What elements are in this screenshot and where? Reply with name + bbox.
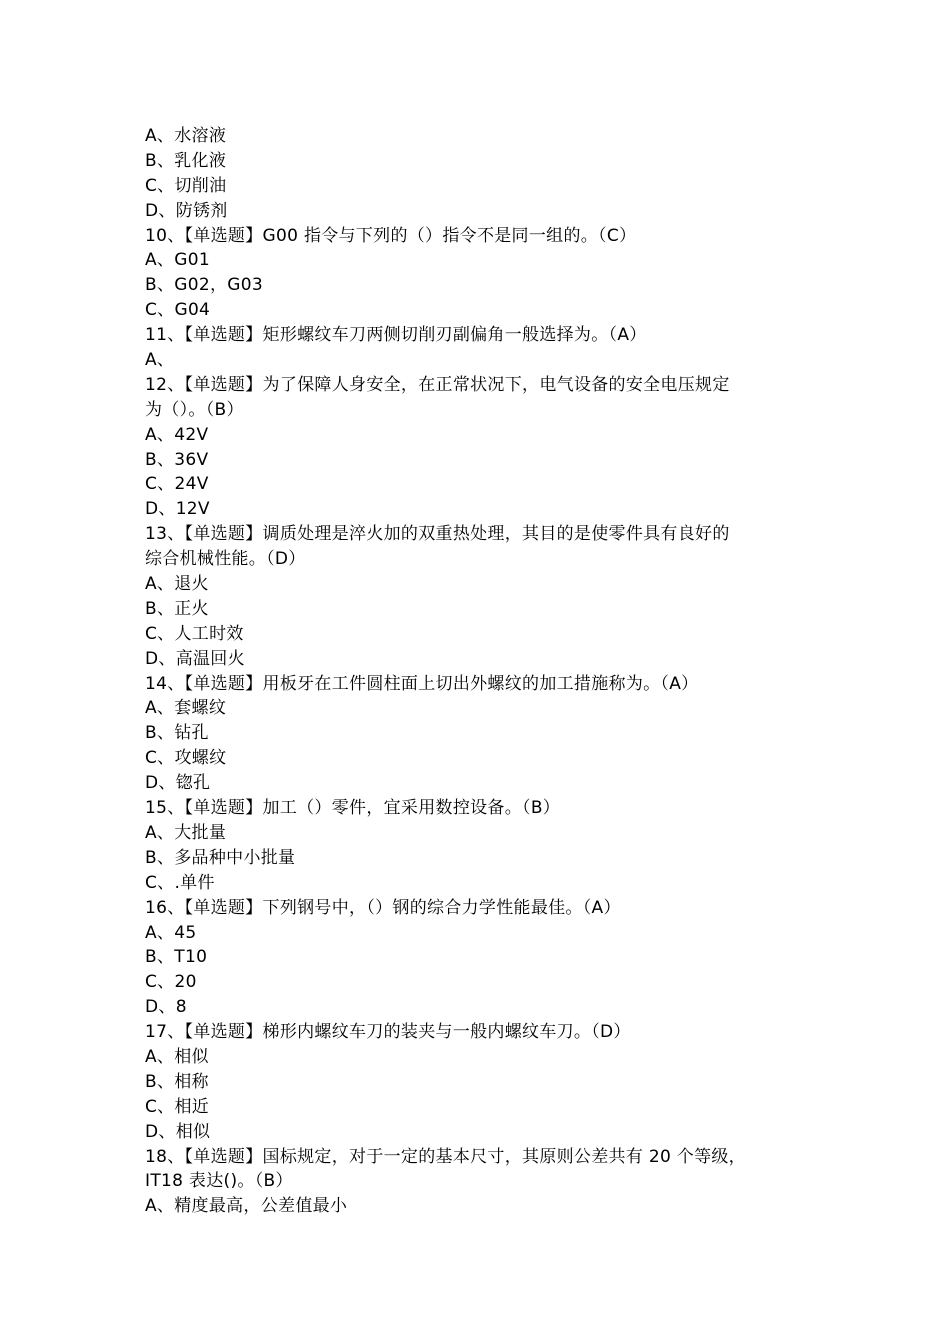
option-line: D、高温回火 [145, 648, 245, 669]
option-line: C、切削油 [145, 175, 227, 196]
option-line: B、乳化液 [145, 150, 227, 171]
option-line: A、退火 [145, 574, 209, 595]
option-line: B、相称 [145, 1071, 209, 1092]
question-17: 17、【单选题】梯形内螺纹车刀的装夹与一般内螺纹车刀。（D） [145, 1022, 631, 1043]
option-line: C、24V [145, 474, 209, 495]
question-10: 10、【单选题】G00 指令与下列的（）指令不是同一组的。（C） [145, 225, 637, 246]
option-line: D、锪孔 [145, 773, 211, 794]
question-15: 15、【单选题】加工（）零件，宜采用数控设备。（B） [145, 798, 561, 819]
question-16: 16、【单选题】下列钢号中，（）钢的综合力学性能最佳。（A） [145, 897, 621, 918]
question-12: 12、【单选题】为了保障人身安全，在正常状况下，电气设备的安全电压规定 [145, 374, 730, 395]
option-line: B、多品种中小批量 [145, 847, 296, 868]
option-line: C、20 [145, 972, 197, 993]
option-line: A、套螺纹 [145, 698, 227, 719]
option-line: A、42V [145, 424, 209, 445]
option-line: B、36V [145, 449, 209, 470]
option-line: D、8 [145, 997, 187, 1018]
question-14: 14、【单选题】用板牙在工件圆柱面上切出外螺纹的加工措施称为。（A） [145, 673, 699, 694]
question-18: 18、【单选题】国标规定，对于一定的基本尺寸，其原则公差共有 20 个等级， [145, 1146, 746, 1167]
option-line: D、12V [145, 499, 210, 520]
option-line: C、G04 [145, 300, 211, 321]
question-12-continued: 为（）。（B） [145, 399, 244, 420]
question-11: 11、【单选题】矩形螺纹车刀两侧切削刃副偏角一般选择为。（A） [145, 325, 647, 346]
option-line: B、G02，G03 [145, 275, 263, 296]
option-line: C、攻螺纹 [145, 748, 227, 769]
option-line: B、钻孔 [145, 723, 209, 744]
question-13: 13、【单选题】调质处理是淬火加的双重热处理，其目的是使零件具有良好的 [145, 524, 730, 545]
option-line: A、水溶液 [145, 126, 227, 146]
option-line: B、正火 [145, 598, 209, 619]
option-line: C、人工时效 [145, 623, 244, 644]
option-line: C、相近 [145, 1096, 210, 1117]
option-line: D、防锈剂 [145, 200, 228, 221]
option-line: C、.单件 [145, 872, 215, 893]
option-line: A、G01 [145, 250, 210, 271]
option-line: A、精度最高，公差值最小 [145, 1196, 348, 1217]
option-line: A、 [145, 350, 175, 371]
option-line: A、45 [145, 922, 197, 943]
option-line: D、相似 [145, 1121, 211, 1142]
option-line: B、T10 [145, 947, 208, 968]
question-13-continued: 综合机械性能。（D） [145, 549, 306, 570]
document-body [145, 124, 825, 1219]
question-18-continued: IT18 表达()。（B） [145, 1171, 293, 1192]
option-line: A、相似 [145, 1046, 209, 1067]
option-line: A、大批量 [145, 822, 227, 843]
